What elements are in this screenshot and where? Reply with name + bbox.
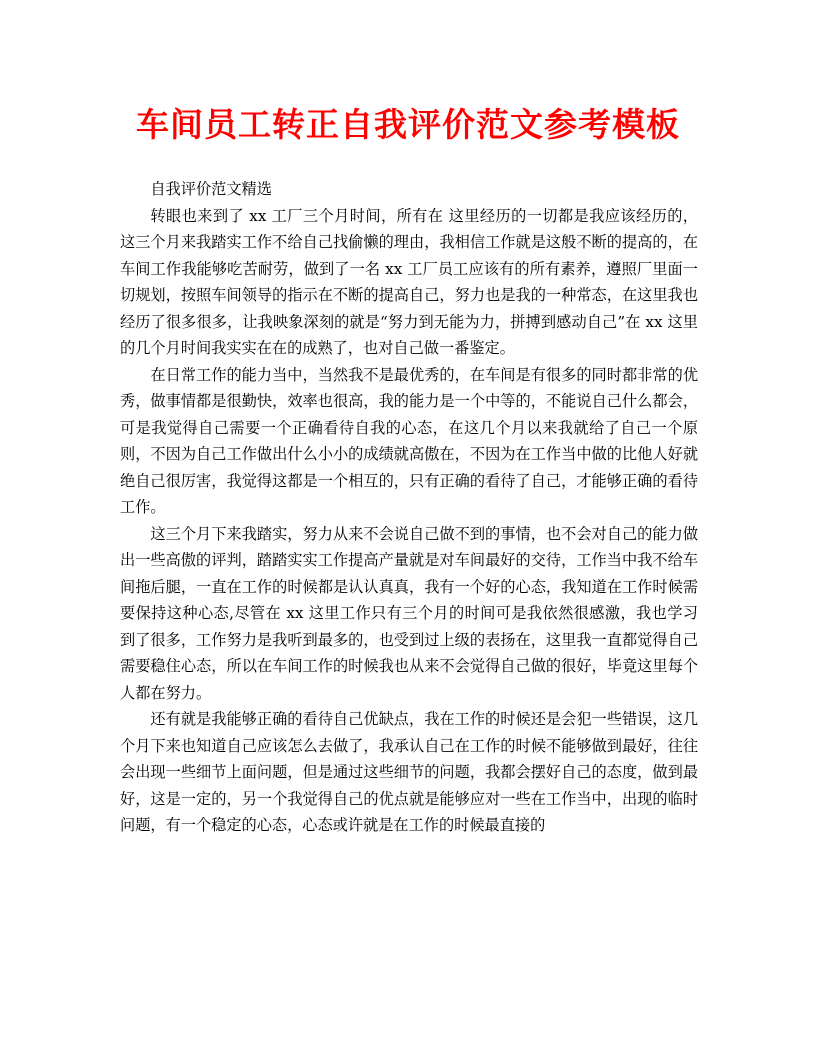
document-body bbox=[120, 176, 698, 839]
document-subheading: 自我评价范文精选 bbox=[150, 180, 272, 198]
paragraph-3: 这三个月下来我踏实，努力从来不会说自己做不到的事情，也不会对自己的能力做出一些高傲的评判，踏踏实实工作提高产量就是对车间最好的交待，工作当中我不给车间拖后腿，一直在工作的时候都是认认真真，我有一个好的心态，我知道在工作时候需要保持这种心态,尽管在 xx 这里工作只有三个月的时间可是我依然很感激，我也学习到了很多，工作努力是我听到最多的，也受到过上级的表扬在，这里我一直都觉得自己需要稳住心态，所以在车间工作的时候我也从来不会觉得自己做的很好，毕竟这里每个人都在努力。 bbox=[120, 524, 698, 702]
paragraph-4: 还有就是我能够正确的看待自己优缺点，我在工作的时候还是会犯一些错误，这几个月下来也知道自己应该怎么去做了，我承认自己在工作的时候不能够做到最好，往往会出现一些细节上面问题，但是通过这些细节的问题，我都会摆好自己的态度，做到最好，这是一定的，另一个我觉得自己的优点就是能够应对一些在工作当中，出现的临时问题，有一个稳定的心态，心态或许就是在工作的时候最直接的 bbox=[120, 710, 698, 834]
document-title: 车间员工转正自我评价范文参考模板 bbox=[136, 105, 680, 144]
paragraph-2: 在日常工作的能力当中，当然我不是最优秀的，在车间是有很多的同时都非常的优秀，做事情都是很勤快，效率也很高，我的能力是一个中等的，不能说自己什么都会，可是我觉得自己需要一个正确看待自我的心态，在这几个月以来我就给了自己一个原则，不因为自己工作做出什么小小的成绩就高傲在，不因为在工作当中做的比他人好就绝自己很厉害，我觉得这都是一个相互的，只有正确的看待了自己，才能够正确的看待工作。 bbox=[120, 365, 698, 516]
paragraph-1: 转眼也来到了 xx 工厂三个月时间，所有在 这里经历的一切都是我应该经历的，这三个月来我踏实工作不给自己找偷懒的理由，我相信工作就是这般不断的提高的，在车间工作我能够吃苦耐劳，做到了一名 xx 工厂员工应该有的所有素养，遵照厂里面一切规划，按照车间领导的指示在不断的提高自己，努力也是我的一种常态，在这里我也经历了很多很多，让我映象深刻的就是“努力到无能为力，拼搏到感动自己”在 xx 这里的几个月时间我实实在在的成熟了，也对自己做一番鉴定。 bbox=[120, 206, 698, 357]
